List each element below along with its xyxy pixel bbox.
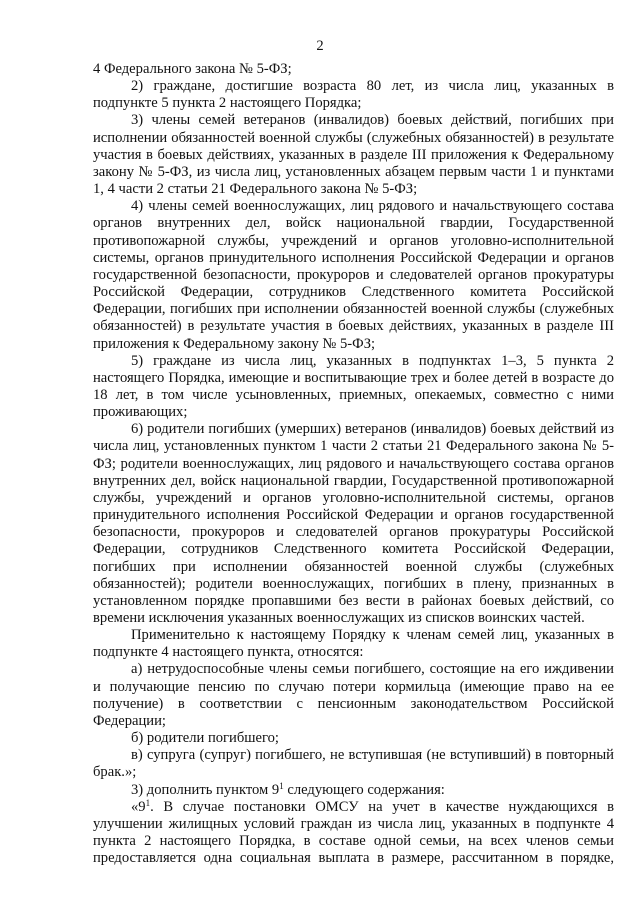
document-body [93, 61, 614, 867]
list-item-4: 4) члены семей военнослужащих, лиц рядового и начальствующего состава органов внутренних дел, войск национальной гвардии, Государственной противопожарной службы, учреждений и органов уголовно-исполнительной системы, органов принудительного исполнения Российской Федерации и органов государственной безопасности, прокуроров и следователей органов прокуратуры Российской Федерации, сотрудников Следственного комитета Российской Федерации, погибших при исполнении обязанностей военной службы (служебных обязанностей) в результате участия в боевых действиях, указанных в разделе III приложения к Федеральному закону № 5-ФЗ; [93, 198, 614, 352]
superscript: 1 [279, 780, 284, 791]
list-item-2: 2) граждане, достигшие возраста 80 лет, из числа лиц, указанных в подпункте 5 пункта 2 настоящего Порядка; [93, 78, 614, 112]
clause-9-1-text: . В случае постановки ОМСУ на учет в качестве нуждающихся в улучшении жилищных условий граждан из числа лиц, указанных в подпункте 4 пункта 2 настоящего Порядка, в составе одной семьи, на всех членов семьи предоставляется одна социальная выплата в размере, рассчитанном в порядке, [93, 798, 614, 867]
page-number: 2 [316, 38, 324, 54]
clause-9-1-start: «9 [131, 798, 146, 815]
subitem-a: а) нетрудоспособные члены семьи погибшего, состоящие на его иждивении и получающие пенсию по случаю потери кормильца (имеющие право на ее получение) в соответствии с пенсионным законодательством Российской Федерации; [93, 661, 614, 729]
subitem-b: б) родители погибшего; [131, 730, 279, 747]
family-members-intro: Применительно к настоящему Порядку к членам семей лиц, указанных в подпункте 4 настоящего пункта, относятся: [93, 627, 614, 661]
amendment-3 [93, 782, 614, 799]
list-item-6: 6) родители погибших (умерших) ветеранов (инвалидов) боевых действий из числа лиц, установленных пунктом 1 части 2 статьи 21 Федерального закона № 5-ФЗ; родители военнослужащих, лиц рядового и начальствующего состава органов внутренних дел, войск национальной гвардии, Государственной противопожарной службы, учреждений и органов уголовно-исполнительной системы, органов принудительного исполнения Российской Федерации и органов государственной безопасности, прокуроров и следователей органов прокуратуры Российской Федерации, сотрудников Следственного комитета Российской Федерации, погибших при исполнении обязанностей военной службы (служебных обязанностей); родители военнослужащих, погибших в плену, признанных в установленном порядке пропавшими без вести в районах боевых действий, со времени исключения указанных военнослужащих из списков воинских частей. [93, 421, 614, 626]
amendment-3-text-end: следующего содержания: [283, 781, 445, 798]
list-item-3: 3) члены семей ветеранов (инвалидов) боевых действий, погибших при исполнении обязанностей военной службы (служебных обязанностей) в результате участия в боевых действиях, указанных в разделе III приложения к Федеральному закону № 5-ФЗ, из числа лиц, установленных абзацем первым части 1 и пунктами 1, 4 части 2 статьи 21 Федерального закона № 5-ФЗ; [93, 112, 614, 198]
superscript: 1 [145, 797, 151, 808]
clause-9-1 [93, 799, 614, 868]
amendment-3-text: 3) дополнить пунктом 9 [131, 781, 280, 798]
subitem-v: в) супруга (супруг) погибшего, не вступившая (не вступивший) в повторный брак.»; [93, 747, 614, 781]
paragraph-continuation: 4 Федерального закона № 5-ФЗ; [93, 61, 292, 77]
list-item-5: 5) граждане из числа лиц, указанных в подпунктах 1–3, 5 пункта 2 настоящего Порядка, имеющие и воспитывающие трех и более детей в возрасте до 18 лет, в том числе усыновленных, приемных, опекаемых, совместно с ними проживающих; [93, 352, 614, 421]
